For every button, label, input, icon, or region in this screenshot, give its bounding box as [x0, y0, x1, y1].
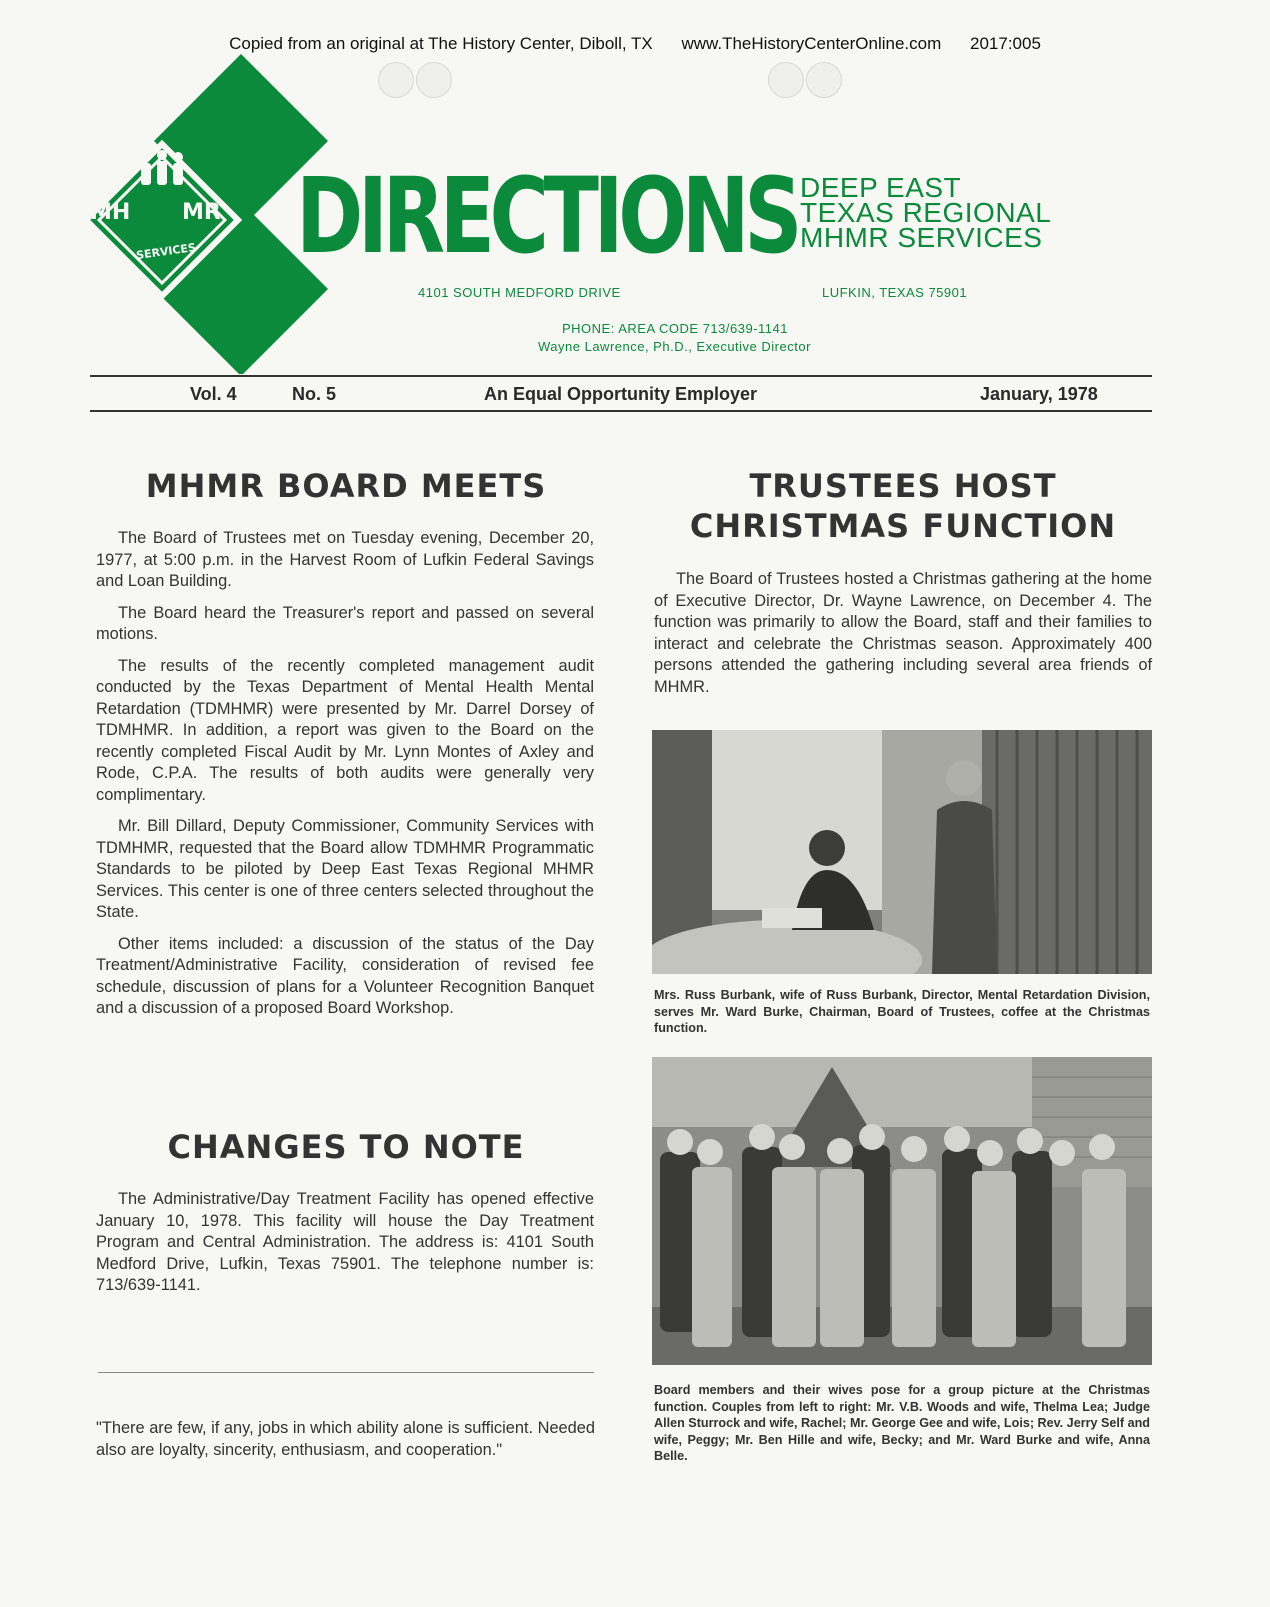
paragraph: Mr. Bill Dillard, Deputy Commissioner, Community Services with TDMHMR, requested that the Board allow TDMHMR Programmatic Standards to be piloted by Deep East Texas Regional MHMR Services. This center is one of three centers selected throughout the State. [96, 817, 594, 921]
paragraph: Other items included: a discussion of the status of the Day Treatment/Administrative Facility, consideration of revised fee schedule, discussion of plans for a Volunteer Recognition Banquet and a discussion of a proposed Board Workshop. [96, 934, 594, 1017]
city-address: LUFKIN, TEXAS 75901 [822, 285, 968, 300]
column-divider [98, 1372, 594, 1373]
photo-caption: Mrs. Russ Burbank, wife of Russ Burbank, Director, Mental Retardation Division, serves Mr. Ward Burke, Chairman, Board of Trustees, coffee at the Christmas function. [654, 988, 1150, 1035]
article-body-board [96, 528, 594, 1030]
copy-code: 2017:005 [970, 34, 1041, 53]
heading-line: CHRISTMAS FUNCTION [689, 507, 1117, 545]
issue-tagline: An Equal Opportunity Employer [484, 384, 758, 404]
article-body-changes [96, 1189, 594, 1307]
binder-hole [806, 62, 842, 98]
executive-director: Wayne Lawrence, Ph.D., Executive Director [538, 339, 811, 354]
logo-services: SERVICES [135, 240, 197, 263]
article-body-trustees [654, 569, 1152, 708]
phone-number: PHONE: AREA CODE 713/639-1141 [562, 321, 788, 336]
paragraph: The Board heard the Treasurer's report and passed on several motions. [96, 603, 594, 643]
photo-group-picture [652, 1057, 1152, 1365]
org-line: DEEP EAST [800, 172, 962, 203]
copy-notice [0, 34, 1270, 54]
paragraph: The Administrative/Day Treatment Facility has opened effective January 10, 1978. This facility will house the Day Treatment Program and Central Administration. The address is: 4101 South Medford Drive, Lufkin, Texas 75901. The telephone number is: 713/639-1141. [96, 1190, 594, 1294]
heading-line: TRUSTEES HOST [749, 467, 1057, 505]
org-line: MHMR SERVICES [800, 222, 1043, 253]
logo-mh: MH [90, 200, 131, 225]
divider-top [90, 375, 1152, 377]
masthead-title: DIRECTIONS [296, 155, 798, 277]
issue-date: January, 1978 [980, 384, 1098, 404]
street-address: 4101 SOUTH MEDFORD DRIVE [418, 285, 621, 300]
paragraph: The Board of Trustees hosted a Christmas gathering at the home of Executive Director, Dr. Wayne Lawrence, on December 4. The function was primarily to allow the Board, staff and their families to interact and celebrate the Christmas season. Approximately 400 persons attended the gathering including several area friends of MHMR. [654, 570, 1152, 696]
article-heading [650, 466, 1156, 546]
photo-caption: Board members and their wives pose for a group picture at the Christmas function. Couples from left to right: Mr. V.B. Woods and wife, Thelma Lea; Judge Allen Sturrock and wife, Rachel; Mr. George Gee and wife, Lois; Rev. Jerry Self and wife, Peggy; Mr. Ben Hille and wife, Becky; and Mr. Ward Burke and wife, Anna Belle. [654, 1383, 1150, 1463]
issue-volume: Vol. 4 [190, 384, 237, 404]
paragraph: The results of the recently completed management audit conducted by the Texas Department of Mental Health Mental Retardation (TDMHMR) were presented by Mr. Darrel Dorsey of TDMHMR. In addition, a report was given to the Board on the recently completed Fiscal Audit by Mr. Lynn Montes of Axley and Rode, C.P.A. The results of both audits were generally very complimentary. [96, 656, 594, 804]
people-icon [141, 150, 183, 185]
copy-source: Copied from an original at The History Center, Diboll, TX [229, 34, 653, 53]
binder-hole [378, 62, 414, 98]
article-heading: CHANGES TO NOTE [167, 1128, 525, 1166]
divider-bottom [90, 410, 1152, 412]
paragraph: The Board of Trustees met on Tuesday evening, December 20, 1977, at 5:00 p.m. in the Harvest Room of Lufkin Federal Savings and Loan Building. [96, 529, 594, 590]
quote: "There are few, if any, jobs in which ability alone is sufficient. Needed also are loyalty, sincerity, enthusiasm, and cooperation." [96, 1419, 596, 1459]
issue-number: No. 5 [292, 384, 337, 404]
logo-mr: MR [182, 200, 221, 225]
binder-hole [768, 62, 804, 98]
binder-hole [416, 62, 452, 98]
copy-url: www.TheHistoryCenterOnline.com [681, 34, 942, 53]
organization-name [800, 172, 1052, 253]
article-heading: MHMR BOARD MEETS [145, 467, 547, 505]
photo-coffee-service [652, 730, 1152, 974]
org-line: TEXAS REGIONAL [800, 197, 1052, 228]
